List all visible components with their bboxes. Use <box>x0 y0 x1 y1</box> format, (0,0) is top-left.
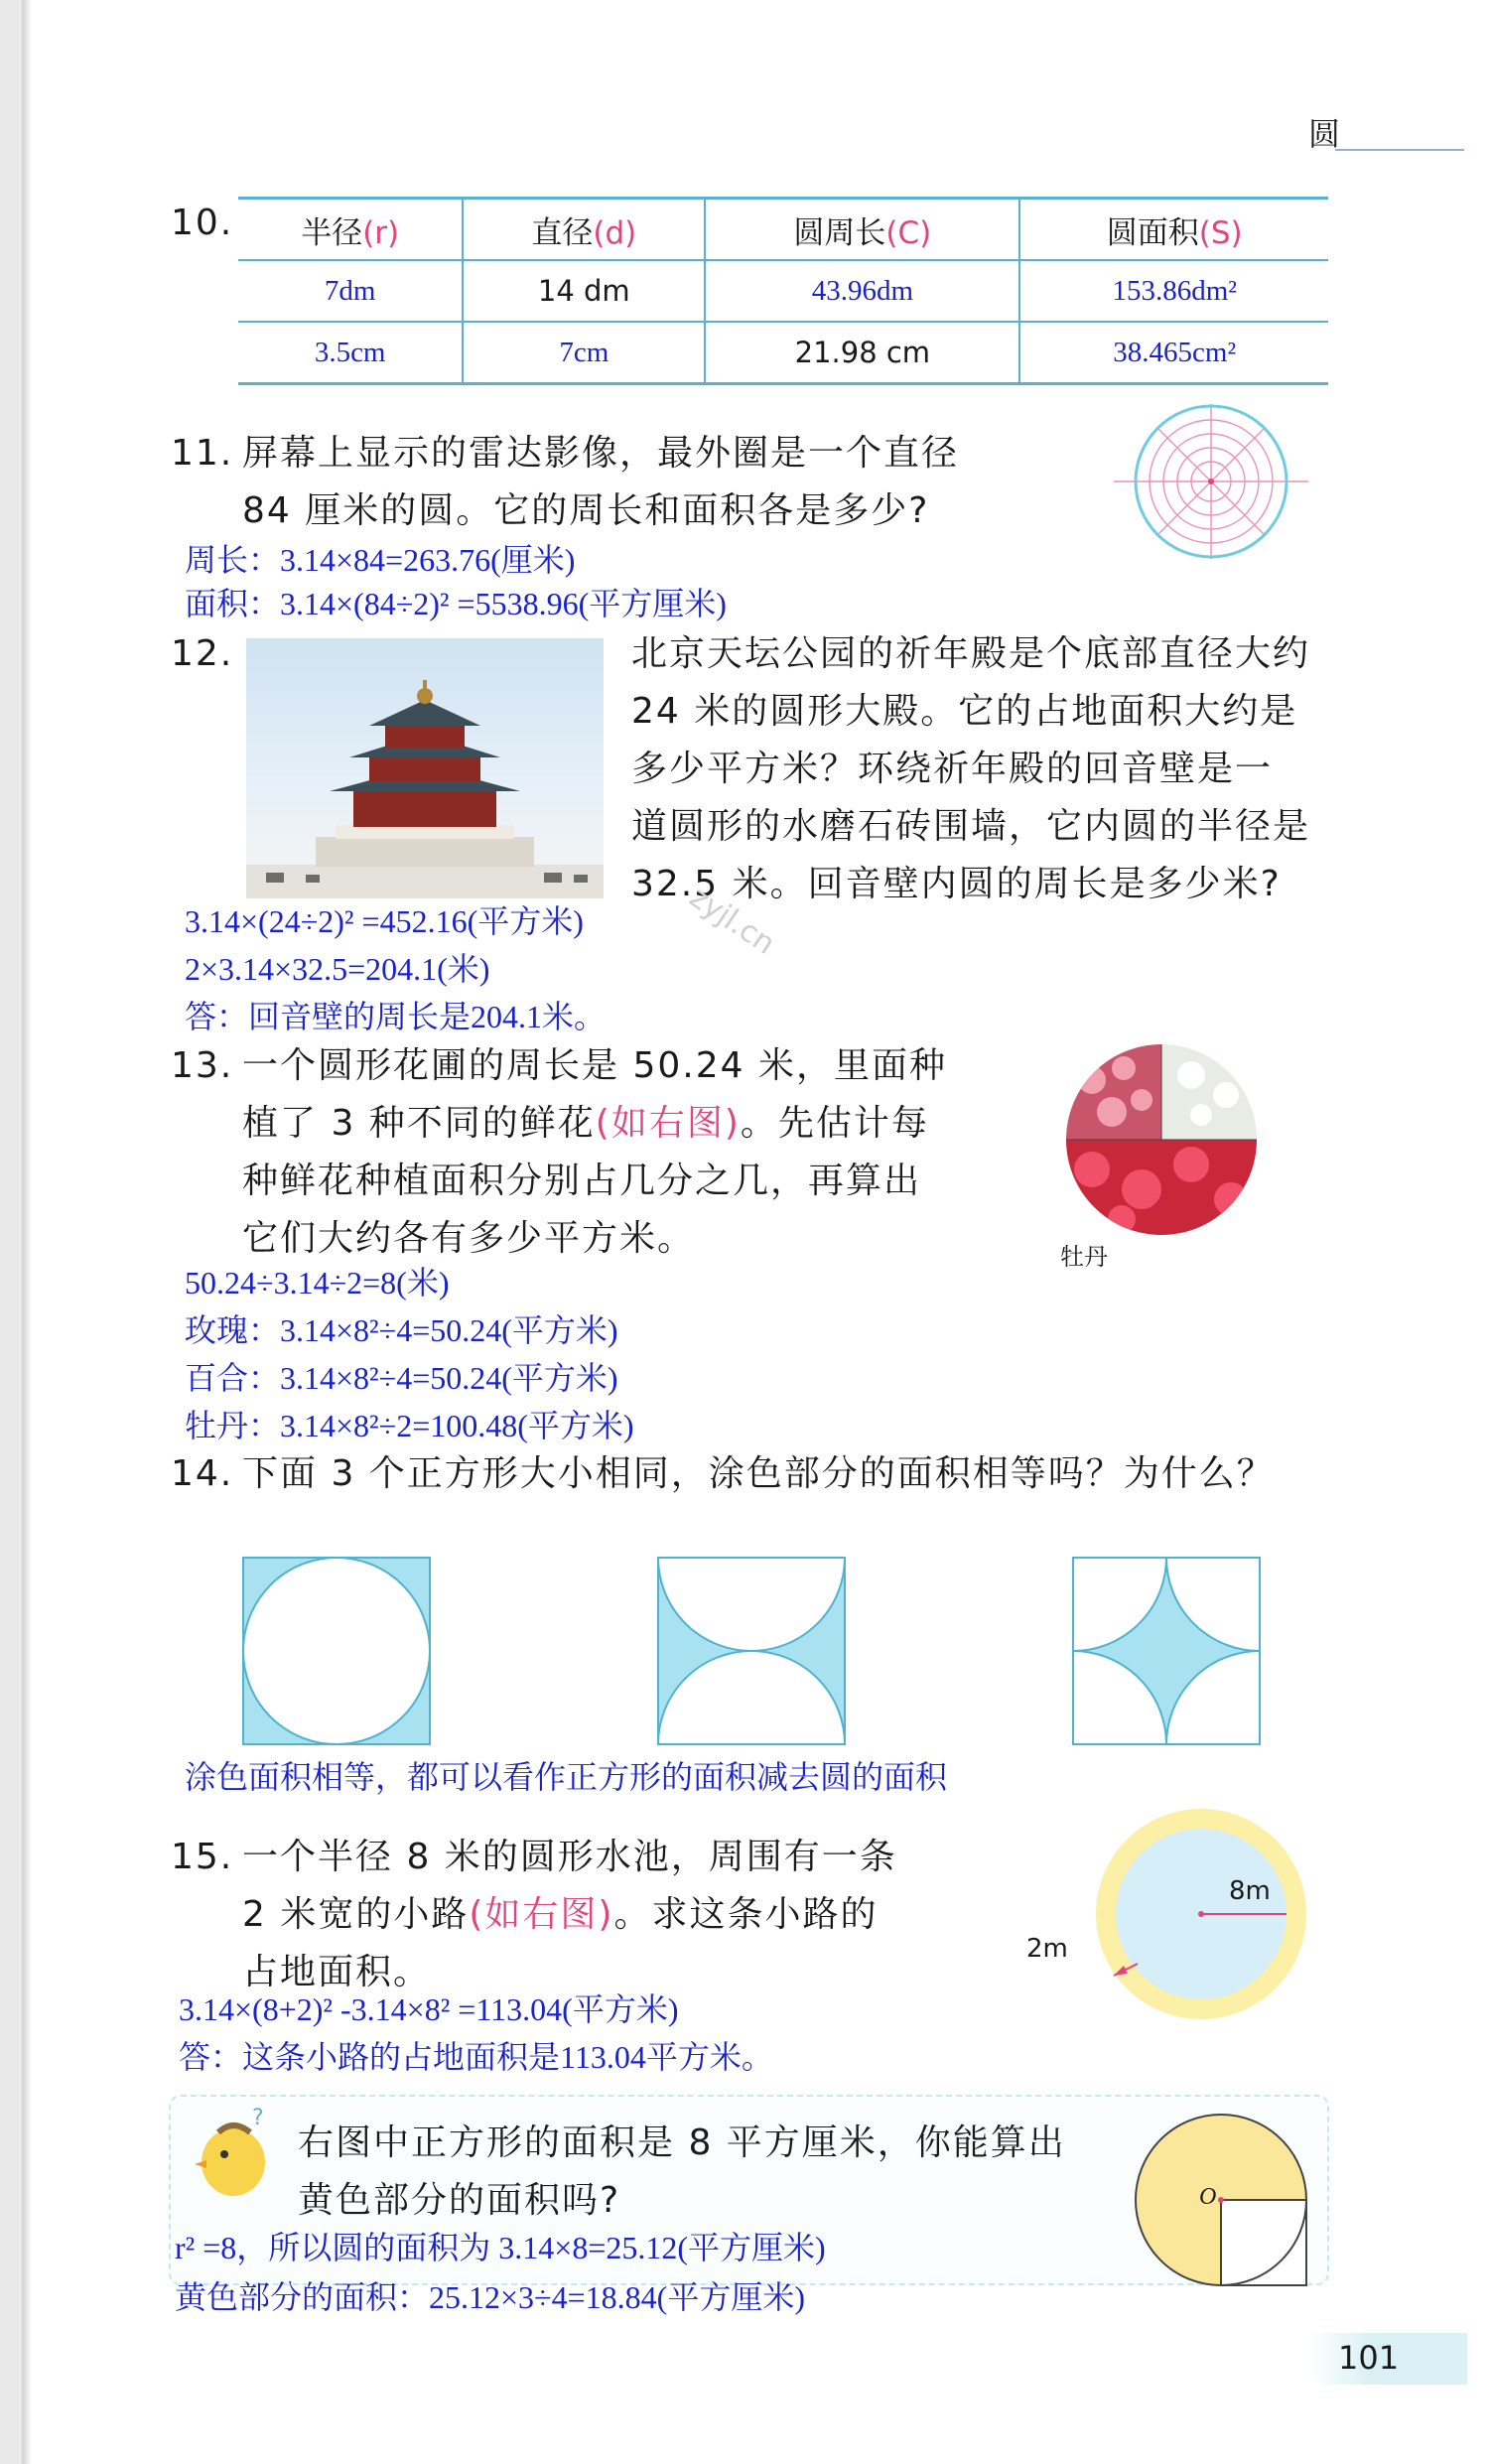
table-cell: 3.5cm <box>314 336 386 368</box>
answer-13-peony: 牡丹：3.14×8²÷2=100.48(平方米) <box>185 1408 634 1443</box>
question-13-line: 它们大约各有多少平方米。 <box>242 1218 696 1259</box>
answer-13-rose: 玫瑰：3.14×8²÷4=50.24(平方米) <box>185 1312 618 1348</box>
circle-square-diagram <box>1132 2111 1310 2289</box>
watermark: zyjl.cn <box>683 880 781 962</box>
header-symbol: (S) <box>1198 214 1243 251</box>
header-radius <box>238 199 463 261</box>
question-15-number: 15. <box>171 1837 234 1877</box>
challenge-line: 黄色部分的面积吗? <box>298 2180 621 2221</box>
table-header-row <box>238 199 1328 261</box>
answer-14: 涂色面积相等，都可以看作正方形的面积减去圆的面积 <box>185 1759 948 1795</box>
question-12-number: 12. <box>171 633 234 674</box>
flower-bed-circle <box>1062 1040 1261 1239</box>
radius-label: 8m <box>1229 1876 1271 1906</box>
question-15-line: 占地面积。 <box>242 1952 432 1992</box>
page-spine-shadow <box>22 0 32 2464</box>
temple-illustration <box>246 638 604 898</box>
challenge-answer-circle-area: r² =8，所以圆的面积为 3.14×8=25.12(平方厘米) <box>175 2230 826 2265</box>
chapter-rule <box>1335 149 1464 151</box>
header-label: 圆面积 <box>1106 214 1199 251</box>
center-label: O <box>1199 2184 1217 2210</box>
question-10-number: 10. <box>171 203 234 243</box>
answer-12-conclusion: 答：回音壁的周长是204.1米。 <box>185 999 607 1034</box>
table-cell: 153.86dm² <box>1019 260 1328 322</box>
question-15-line <box>242 1886 878 1944</box>
question-14-line: 下面 3 个正方形大小相同，涂色部分的面积相等吗？为什么？ <box>242 1453 1275 1494</box>
answer-11-area: 面积：3.14×(84÷2)² =5538.96(平方厘米) <box>185 586 727 621</box>
path-width-label: 2m <box>1026 1934 1068 1964</box>
table-row <box>238 322 1328 384</box>
radar-image <box>1112 402 1310 561</box>
question-11-line: 84 厘米的圆。它的周长和面积各是多少? <box>242 490 930 531</box>
question-11-line: 屏幕上显示的雷达影像，最外圈是一个直径 <box>242 433 960 474</box>
header-diameter <box>463 199 705 261</box>
question-12-line: 北京天坛公园的祈年殿是个底部直径大约 <box>631 633 1311 674</box>
chapter-title: 圆 <box>1307 115 1340 153</box>
page-number: 101 <box>1338 2339 1400 2377</box>
table-cell: 38.465cm² <box>1019 322 1328 384</box>
question-12-line: 24 米的圆形大殿。它的占地面积大约是 <box>631 691 1298 732</box>
answer-11-circumference: 周长：3.14×84=263.76(厘米) <box>185 542 576 578</box>
header-symbol: (d) <box>593 214 637 251</box>
line-text: 。先估计每 <box>740 1103 929 1144</box>
challenge-line: 右图中正方形的面积是 8 平方厘米，你能算出 <box>298 2122 1066 2163</box>
question-11-number: 11. <box>171 433 234 474</box>
header-label: 圆周长 <box>793 214 886 251</box>
header-circumference <box>705 199 1019 261</box>
svg-text:?: ? <box>252 2106 264 2130</box>
question-12-line: 32.5 米。回音壁内圆的周长是多少米? <box>631 864 1282 904</box>
table-cell: 14 dm <box>463 260 705 322</box>
table-cell: 7cm <box>463 322 705 384</box>
reference-hint: (如右图) <box>595 1103 741 1144</box>
line-text: 2 米宽的小路 <box>242 1894 470 1935</box>
question-12-line: 道圆形的水磨石砖围墙，它内圆的半径是 <box>631 806 1311 847</box>
header-symbol: (r) <box>362 214 400 251</box>
question-13-line <box>242 1095 929 1153</box>
page-gutter <box>0 0 22 2464</box>
square-with-four-quarter-circles <box>1072 1557 1261 1745</box>
answer-15-area: 3.14×(8+2)² -3.14×8² =113.04(平方米) <box>179 1991 679 2027</box>
chick-mascot-icon <box>189 2103 278 2202</box>
question-13-line: 一个圆形花圃的周长是 50.24 米，里面种 <box>242 1045 947 1086</box>
question-15-line: 一个半径 8 米的圆形水池，周围有一条 <box>242 1837 897 1877</box>
header-label: 直径 <box>531 214 594 251</box>
question-13-line: 种鲜花种植面积分别占几分之几，再算出 <box>242 1161 922 1201</box>
answer-15-conclusion: 答：这条小路的占地面积是113.04平方米。 <box>179 2039 773 2075</box>
line-text: 。求这条小路的 <box>613 1894 879 1935</box>
pool-with-path-diagram <box>1092 1805 1310 2023</box>
header-symbol: (C) <box>885 214 932 251</box>
peony-label: 牡丹 <box>1060 1243 1108 1271</box>
question-14-number: 14. <box>171 1453 234 1494</box>
table-row <box>238 260 1328 322</box>
question-13-number: 13. <box>171 1045 234 1086</box>
reference-hint: (如右图) <box>469 1894 614 1935</box>
answer-12-area: 3.14×(24÷2)² =452.16(平方米) <box>185 903 584 939</box>
temple-of-heaven-photo <box>246 638 604 898</box>
line-text: 植了 3 种不同的鲜花 <box>242 1103 596 1144</box>
answer-13-radius: 50.24÷3.14÷2=8(米) <box>185 1265 450 1300</box>
square-with-two-semicircles <box>657 1557 846 1745</box>
answer-13-lily: 百合：3.14×8²÷4=50.24(平方米) <box>185 1360 618 1396</box>
table-cell: 43.96dm <box>705 260 1019 322</box>
header-area <box>1019 199 1328 261</box>
question-12-line: 多少平方米？环绕祈年殿的回音壁是一 <box>631 749 1274 789</box>
header-label: 半径 <box>301 214 363 251</box>
circle-table <box>238 197 1328 385</box>
challenge-answer-yellow-area: 黄色部分的面积：25.12×3÷4=18.84(平方厘米) <box>175 2279 805 2315</box>
table-cell: 21.98 cm <box>705 322 1019 384</box>
square-with-inscribed-circle <box>242 1557 431 1745</box>
table-cell: 7dm <box>324 274 376 307</box>
answer-12-circumference: 2×3.14×32.5=204.1(米) <box>185 951 490 987</box>
